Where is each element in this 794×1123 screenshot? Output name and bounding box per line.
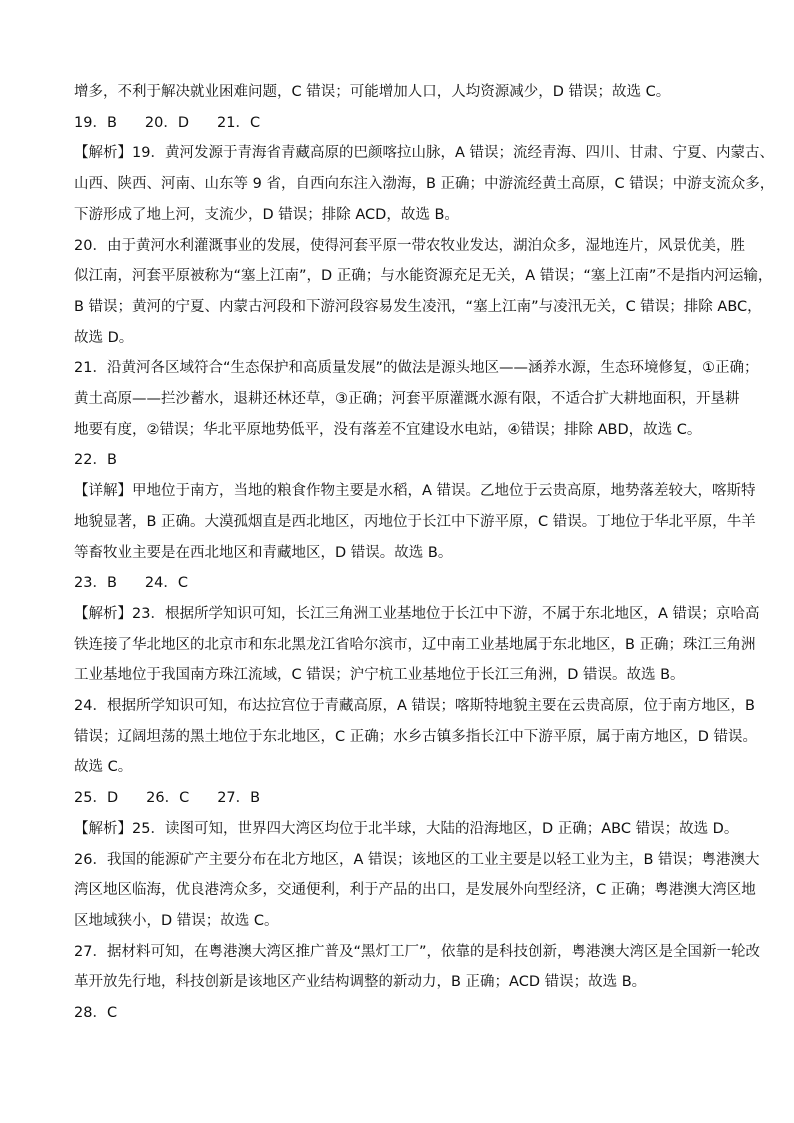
answer-item: 26．C xyxy=(146,790,190,807)
explanation-line: 【解析】23．根据所学知识可知，长江三角洲工业基地位于长江中下游，不属于东北地区，A 错误；京哈高 xyxy=(74,605,760,622)
answer-item: 23．B xyxy=(74,575,117,592)
answer-key-line xyxy=(74,113,724,133)
explanation-line: 革开放先行地，科技创新是该地区产业结构调整的新动力，B 正确；ACD 错误；故选 B。 xyxy=(74,974,647,991)
explanation-line: 【解析】25．读图可知，世界四大湾区均位于北半球，大陆的沿海地区，D 正确；ABC 错误；故选 D。 xyxy=(74,820,739,837)
answer-key-line xyxy=(74,788,724,808)
explanation-line: 26．我国的能源矿产主要分布在北方地区，A 错误；该地区的工业主要是以轻工业为主，B 错误；粤港澳大 xyxy=(74,851,760,868)
explanation-line: 错误；辽阔坦荡的黑土地位于东北地区，C 正确；水乡古镇多指长江中下游平原，属于南方地区，D 错误。 xyxy=(74,728,758,745)
explanation-line: 似江南，河套平原被称为“塞上江南”，D 正确；与水能资源充足无关，A 错误；“塞上江南”不是指内河运输， xyxy=(74,268,773,285)
explanation-line: 工业基地位于我国南方珠江流域，C 错误；沪宁杭工业基地位于长江三角洲，D 错误。故选 B。 xyxy=(74,667,685,684)
explanation-line: 地貌显著，B 正确。大漠孤烟直是西北地区，丙地位于长江中下游平原，C 错误。丁地位于华北平原，牛羊 xyxy=(74,513,756,530)
explanation-line: 黄土高原——拦沙蓄水，退耕还林还草，③正确；河套平原灌溉水源有限，不适合扩大耕地面积，开垦耕 xyxy=(74,391,740,407)
explanation-line: 区地域狭小，D 错误；故选 C。 xyxy=(74,912,279,929)
explanation-line: 【解析】19．黄河发源于青海省青藏高原的巴颜喀拉山脉，A 错误；流经青海、四川、甘肃、宁夏、内蒙古、 xyxy=(74,145,774,162)
answer-item: 21．C xyxy=(217,114,261,131)
explanation-line: 山西、陕西、河南、山东等 9 省，自西向东注入渤海，B 正确；中游流经黄土高原，C 错误；中游支流众多， xyxy=(74,176,775,193)
explanation-line: 故选 D。 xyxy=(74,329,134,346)
explanation-line: 故选 C。 xyxy=(74,759,133,776)
answer-item: 19．B xyxy=(74,114,117,131)
explanation-line: B 错误；黄河的宁夏、内蒙古河段和下游河段容易发生凌汛，“塞上江南”与凌汛无关，C 错误；排除 ABC， xyxy=(74,298,762,315)
explanation-line: 20．由于黄河水利灌溉事业的发展，使得河套平原一带农牧业发达，湖泊众多，湿地连片，风景优美，胜 xyxy=(74,237,745,254)
explanation-line: 铁连接了华北地区的北京市和东北黑龙江省哈尔滨市，辽中南工业基地属于东北地区，B 正确；珠江三角洲 xyxy=(74,636,756,653)
explanation-line: 24．根据所学知识可知，布达拉宫位于青藏高原，A 错误；喀斯特地貌主要在云贵高原，位于南方地区，B xyxy=(74,698,755,714)
answer-key-line xyxy=(74,573,724,593)
explanation-line: 等畜牧业主要是在西北地区和青藏地区，D 错误。故选 B。 xyxy=(74,544,453,561)
answer-item: 24．C xyxy=(144,575,188,592)
explanation-line: 【详解】甲地位于南方，当地的粮食作物主要是水稻，A 错误。乙地位于云贵高原，地势落差较大，喀斯特 xyxy=(74,483,756,500)
explanation-line: 28．C xyxy=(74,1005,118,1021)
answer-item: 20．D xyxy=(144,114,190,131)
explanation-line: 21．沿黄河各区域符合“生态保护和高质量发展”的做法是源头地区——涵养水源，生态环境修复，①正确； xyxy=(74,360,759,377)
explanation-line: 湾区地区临海，优良港湾众多，交通便利，利于产品的出口，是发展外向型经济，C 正确；粤港澳大湾区地 xyxy=(74,882,756,899)
answer-item: 27．B xyxy=(217,790,261,807)
explanation-line: 增多，不利于解决就业困难问题，C 错误；可能增加人口，人均资源减少，D 错误；故选 C。 xyxy=(74,84,671,100)
explanation-line: 22．B xyxy=(74,452,117,469)
answer-item: 25．D xyxy=(74,790,119,807)
explanation-line: 27．据材料可知，在粤港澳大湾区推广普及“黑灯工厂”，依靠的是科技创新，粤港澳大湾区是全国新一轮改 xyxy=(74,943,760,960)
explanation-line: 地要有度，②错误；华北平原地势低平，没有落差不宜建设水电站，④错误；排除 ABD，故选 C。 xyxy=(74,421,702,438)
explanation-line: 下游形成了地上河，支流少，D 错误；排除 ACD，故选 B。 xyxy=(74,206,459,223)
